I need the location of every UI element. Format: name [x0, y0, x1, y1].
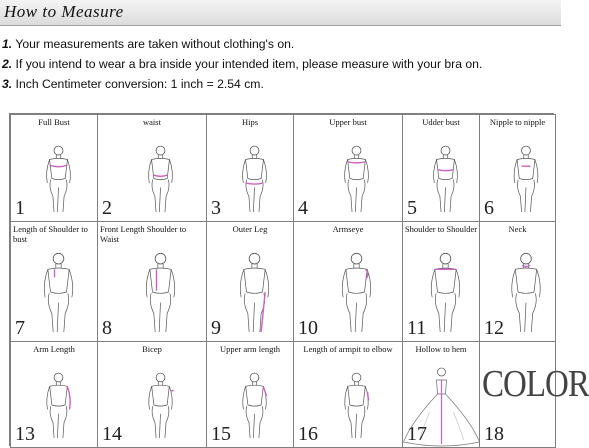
cell-title: Armseye	[332, 224, 364, 234]
measure-cell	[10, 221, 98, 342]
cell-number: 1	[15, 197, 25, 219]
instruction-number: 1.	[2, 37, 13, 51]
measure-cell	[97, 114, 207, 222]
cell-number: 2	[102, 197, 112, 219]
cell-number: 4	[298, 197, 308, 219]
color-label: COLOR	[482, 364, 589, 406]
measure-cell	[97, 221, 207, 342]
instruction-text: Inch Centimeter conversion: 1 inch = 2.54 cm.	[12, 77, 264, 91]
measure-cell	[206, 341, 294, 448]
measure-cell	[10, 114, 98, 222]
measure-cell	[479, 341, 589, 448]
measure-cell	[479, 114, 556, 222]
cell-title: waist	[143, 117, 161, 127]
cell-title: Nipple to nipple	[489, 117, 546, 127]
measure-cell	[293, 221, 403, 342]
measure-cell	[206, 114, 294, 222]
cell-title: Length of Shoulder to bust	[13, 224, 88, 244]
cell-number: 6	[484, 197, 494, 219]
cell-number: 14	[102, 423, 122, 445]
measure-cell	[479, 221, 556, 342]
cell-number: 10	[298, 317, 318, 339]
cell-title: Upper bust	[329, 117, 367, 127]
measure-cell	[293, 341, 403, 448]
cell-number: 7	[15, 317, 25, 339]
cell-title: Neck	[508, 224, 527, 234]
cell-number: 8	[102, 317, 112, 339]
cell-title: Shoulder to Shoulder	[404, 224, 478, 234]
cell-number: 11	[407, 317, 427, 339]
instruction-text: Your measurements are taken without clothing's on.	[12, 37, 295, 51]
cell-number: 18	[484, 423, 504, 445]
cell-title: Hips	[241, 117, 259, 127]
instruction-number: 2.	[2, 57, 13, 71]
instructions-list	[2, 34, 558, 94]
cell-title: Udder bust	[422, 117, 460, 127]
measure-cell	[293, 114, 403, 222]
cell-number: 5	[407, 197, 417, 219]
instruction-item	[2, 74, 558, 94]
instruction-item	[2, 54, 558, 74]
instruction-number: 3.	[2, 77, 13, 91]
instruction-text: If you intend to wear a bra inside your intended item, please measure with your bra on.	[12, 57, 483, 71]
measure-cell	[97, 341, 207, 448]
cell-title: Bicep	[142, 344, 162, 354]
cell-number: 16	[298, 423, 318, 445]
cell-number: 15	[211, 423, 231, 445]
cell-title: Upper arm length	[220, 344, 280, 354]
cell-title: Outer Leg	[232, 224, 268, 234]
cell-title: Front Length Shoulder to Waist	[100, 224, 187, 244]
measure-cell	[206, 221, 294, 342]
cell-number: 3	[211, 197, 221, 219]
cell-number: 13	[15, 423, 35, 445]
measure-cell	[10, 341, 98, 448]
cell-title: Length of armpit to elbow	[303, 344, 393, 354]
measure-cell	[402, 221, 480, 342]
measure-cell	[402, 341, 480, 448]
cell-number: 17	[407, 423, 427, 445]
cell-title: Arm Length	[33, 344, 75, 354]
section-title: How to Measure	[4, 2, 124, 21]
section-header	[0, 0, 561, 26]
cell-number: 9	[211, 317, 221, 339]
instruction-item	[2, 34, 558, 54]
measure-cell	[402, 114, 480, 222]
cell-number: 12	[484, 317, 504, 339]
measurement-grid	[9, 113, 589, 446]
cell-title: Full Bust	[38, 117, 70, 127]
cell-title: Hollow to hem	[415, 344, 467, 354]
